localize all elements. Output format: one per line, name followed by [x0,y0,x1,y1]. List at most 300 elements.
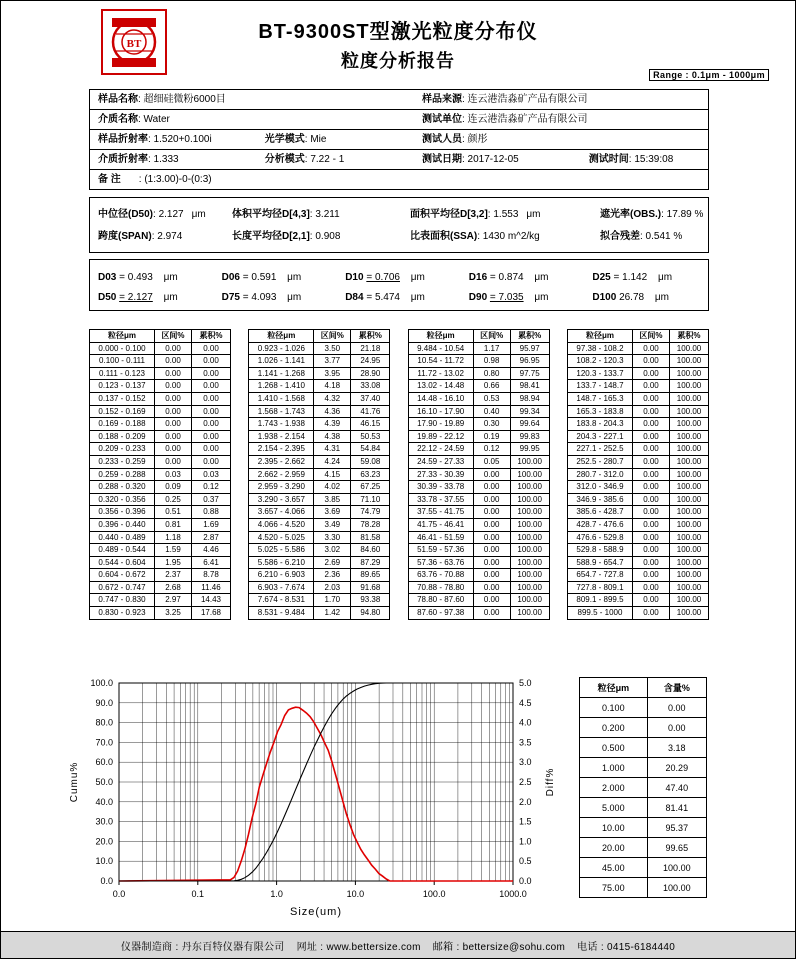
cell-size: 227.1 - 252.5 [567,443,632,456]
cell-diff: 4.15 [314,468,351,481]
table-row [249,481,390,494]
svg-text:4.5: 4.5 [519,697,532,708]
cell-cumu: 100.00 [510,468,549,481]
svg-text:0.0: 0.0 [519,876,532,886]
svg-text:3.0: 3.0 [519,757,532,768]
cell-size: 19.89 - 22.12 [408,430,473,443]
cell-diff: 3.50 [314,342,351,355]
table-row [249,342,390,355]
table-row [567,481,708,494]
sample-ri-value: : 1.520+0.100i [148,134,212,145]
cell-diff: 0.00 [473,581,510,594]
cell-diff: 0.00 [473,594,510,607]
cell-cumu: 0.00 [192,367,231,380]
svg-text:80.0: 80.0 [95,717,113,728]
d16-label: D16 [468,272,488,283]
cell-diff: 1.95 [155,556,192,569]
svg-text:0.5: 0.5 [519,856,532,867]
cell-cumu: 95.97 [510,342,549,355]
cell-diff: 0.00 [155,342,192,355]
cell-diff: 0.00 [473,493,510,506]
cell-cumu: 87.29 [351,556,390,569]
d100-unit: μm [654,292,669,303]
table-row [249,468,390,481]
cell-diff: 3.30 [314,531,351,544]
cell-size: 312.0 - 346.9 [567,481,632,494]
l21-value: : 0.908 [309,231,341,242]
cell-diff: 1.17 [473,342,510,355]
table-row [408,594,549,607]
cell-diff: 4.24 [314,455,351,468]
table-row [567,569,708,582]
table-row [408,355,549,368]
d25-unit: μm [657,272,673,283]
cell-size: 0.137 - 0.152 [90,392,155,405]
cell-diff: 0.51 [155,506,192,519]
cell-size: 0.111 - 0.123 [90,367,155,380]
cell-diff: 0.00 [632,443,669,456]
cell-diff: 0.00 [632,607,669,620]
svg-text:100.0: 100.0 [90,678,113,688]
svg-text:100.0: 100.0 [422,889,446,899]
table-row [408,380,549,393]
table-row [408,581,549,594]
cell-cumu: 100.00 [669,569,708,582]
cell-size: 1.410 - 1.568 [249,392,314,405]
cell-cumu: 100.00 [669,430,708,443]
cell-diff: 0.00 [473,531,510,544]
svg-text:10.0: 10.0 [95,856,113,867]
measurement-range: Range : 0.1μm - 1000μm [649,69,769,81]
cell-cumu: 71.10 [351,493,390,506]
cell-cumu: 11.46 [192,581,231,594]
d10-value: = 0.706 [366,272,400,283]
cell-cumu: 100.00 [669,581,708,594]
span-label: 跨度(SPAN) [98,231,152,242]
cell-diff: 0.00 [473,468,510,481]
table-row [567,607,708,620]
footer-email: 邮箱 : bettersize@sohu.com [432,941,566,953]
d84-unit: μm [410,292,425,303]
cell-size: 63.76 - 70.88 [408,569,473,582]
table-row [567,506,708,519]
cell-cumu: 0.00 [192,355,231,368]
svg-text:60.0: 60.0 [95,757,113,768]
d50-label: 中位径(D50) [98,209,154,220]
table-row [90,392,231,405]
cell-size: 108.2 - 120.3 [567,355,632,368]
cell-size: 46.41 - 51.59 [408,531,473,544]
cell-cumu: 100.00 [669,506,708,519]
cell-cumu: 100.00 [669,481,708,494]
table-row [567,342,708,355]
cell-cumu: 100.00 [669,355,708,368]
d06-unit: μm [287,272,302,283]
cell-cumu: 50.53 [351,430,390,443]
cell-cumu: 0.88 [192,506,231,519]
table-row [90,380,231,393]
report-header [1,1,795,83]
cell-size: 0.259 - 0.288 [90,468,155,481]
table-row [567,367,708,380]
cell-cumu: 98.41 [510,380,549,393]
sample-info-box [89,89,709,190]
cell-cumu: 100.00 [669,544,708,557]
tester-label: 测试人员 [422,134,462,145]
svg-text:40.0: 40.0 [95,796,113,807]
medium-label: 介质名称 [98,114,138,125]
cell-diff: 0.00 [473,481,510,494]
cell-diff: 1.18 [155,531,192,544]
cell-diff: 0.00 [632,581,669,594]
cell-size: 0.320 - 0.356 [90,493,155,506]
cell-size: 148.7 - 165.3 [567,392,632,405]
cell-cumu: 100.00 [669,392,708,405]
cell-cumu: 100.00 [669,342,708,355]
table-row [90,367,231,380]
table-row [408,607,549,620]
summary-cell-size: 20.00 [580,838,648,858]
cell-cumu: 100.00 [510,569,549,582]
cell-cumu: 67.25 [351,481,390,494]
cell-cumu: 0.00 [192,392,231,405]
cell-diff: 0.00 [155,367,192,380]
cell-diff: 0.00 [632,367,669,380]
summary-cell-content: 99.65 [647,838,706,858]
table-row [567,493,708,506]
cell-size: 0.169 - 0.188 [90,418,155,431]
cell-diff: 4.32 [314,392,351,405]
cell-cumu: 14.43 [192,594,231,607]
a32-label: 面积平均径D[3,2] [410,209,488,220]
cell-size: 41.75 - 46.41 [408,518,473,531]
col-header-diff: 区间% [155,330,192,343]
cell-diff: 3.02 [314,544,351,557]
cell-size: 0.356 - 0.396 [90,506,155,519]
cell-diff: 0.00 [632,556,669,569]
table-row [90,342,231,355]
d50-unit: μm [191,209,206,220]
table-row [408,342,549,355]
cell-cumu: 99.83 [510,430,549,443]
table-row [408,468,549,481]
col-header-size: 粒径μm [408,330,473,343]
summary-header-size: 粒径μm [580,678,648,698]
medium-value: : Water [138,114,170,125]
medium-ri-label: 介质折射率 [98,154,148,165]
cell-diff: 0.00 [632,544,669,557]
table-row [567,418,708,431]
cell-diff: 4.39 [314,418,351,431]
cell-diff: 0.00 [632,405,669,418]
summary-cell-size: 0.500 [580,738,648,758]
chart-canvas [61,669,571,921]
cell-diff: 0.53 [473,392,510,405]
cell-diff: 0.00 [155,392,192,405]
svg-text:Cumu%: Cumu% [69,761,80,803]
summary-cell-size: 45.00 [580,858,648,878]
table-row [408,506,549,519]
table-row [249,531,390,544]
cell-diff: 0.30 [473,418,510,431]
cell-cumu: 81.58 [351,531,390,544]
cell-size: 346.9 - 385.6 [567,493,632,506]
cell-size: 1.568 - 1.743 [249,405,314,418]
cell-cumu: 99.64 [510,418,549,431]
cell-cumu: 100.00 [669,594,708,607]
svg-text:70.0: 70.0 [95,737,113,748]
table-row [249,569,390,582]
tester-value: : 颜彤 [462,134,488,145]
cell-diff: 2.03 [314,581,351,594]
d25-label: D25 [592,272,611,283]
d90-unit: μm [534,292,549,303]
cell-diff: 2.68 [155,581,192,594]
cell-size: 588.9 - 654.7 [567,556,632,569]
summary-row [580,798,707,818]
remark-value: : (1:3.00)-0-(0:3) [138,174,212,185]
cell-size: 24.59 - 27.33 [408,455,473,468]
cell-cumu: 0.12 [192,481,231,494]
table-row [408,418,549,431]
table-row [90,556,231,569]
d06-label: D06 [221,272,240,283]
cell-size: 727.8 - 809.1 [567,581,632,594]
cell-cumu: 84.60 [351,544,390,557]
cell-size: 0.923 - 1.026 [249,342,314,355]
svg-text:0.0: 0.0 [112,889,126,899]
cell-size: 27.33 - 30.39 [408,468,473,481]
svg-text:Size(um): Size(um) [289,906,343,918]
test-date-value: : 2017-12-05 [462,154,519,165]
d75-label: D75 [221,292,240,303]
ssa-label: 比表面积(SSA) [410,231,478,242]
summary-row [580,758,707,778]
cell-cumu: 100.00 [510,544,549,557]
cell-cumu: 1.69 [192,518,231,531]
cell-size: 1.026 - 1.141 [249,355,314,368]
cell-cumu: 100.00 [669,418,708,431]
summary-cell-size: 5.000 [580,798,648,818]
cell-cumu: 100.00 [510,531,549,544]
col-header-size: 粒径μm [249,330,314,343]
cell-size: 899.5 - 1000 [567,607,632,620]
cell-cumu: 63.23 [351,468,390,481]
cell-diff: 0.00 [155,455,192,468]
col-header-diff: 区间% [473,330,510,343]
cell-size: 2.959 - 3.290 [249,481,314,494]
svg-text:2.0: 2.0 [519,796,532,807]
d10-label: D10 [345,272,364,283]
report-subtitle: 粒度分析报告 [341,51,455,71]
table-row [249,556,390,569]
cell-size: 10.54 - 11.72 [408,355,473,368]
test-date-label: 测试日期 [422,154,462,165]
table-row [567,405,708,418]
cell-cumu: 100.00 [669,367,708,380]
residual-value: : 0.541 % [640,231,683,242]
cell-cumu: 100.00 [510,493,549,506]
cell-cumu: 94.80 [351,607,390,620]
table-row [567,544,708,557]
cell-size: 183.8 - 204.3 [567,418,632,431]
table-row [249,607,390,620]
cell-cumu: 100.00 [510,518,549,531]
cell-size: 16.10 - 17.90 [408,405,473,418]
table-row [90,607,231,620]
cell-cumu: 0.00 [192,455,231,468]
cell-size: 385.6 - 428.7 [567,506,632,519]
table-row [408,405,549,418]
table-row [249,594,390,607]
d90-value: = 7.035 [489,292,524,303]
cell-cumu: 46.15 [351,418,390,431]
summary-cell-size: 1.000 [580,758,648,778]
info-row-medium [90,110,708,130]
cell-diff: 0.00 [632,380,669,393]
d100-label: D100 [592,292,617,303]
cell-size: 7.674 - 8.531 [249,594,314,607]
table-row [90,493,231,506]
svg-text:30.0: 30.0 [95,816,113,827]
report-title: BT-9300ST型激光粒度分布仪 [258,21,538,43]
info-row-sample-ri [90,130,708,150]
cell-diff: 0.19 [473,430,510,443]
table-row [90,405,231,418]
col-header-diff: 区间% [632,330,669,343]
svg-text:0.0: 0.0 [100,876,113,886]
cell-diff: 0.00 [155,443,192,456]
cell-size: 97.38 - 108.2 [567,342,632,355]
table-row [567,355,708,368]
cell-cumu: 100.00 [510,506,549,519]
table-row [408,556,549,569]
table-row [249,418,390,431]
cell-cumu: 78.28 [351,518,390,531]
table-row [408,518,549,531]
d50p-label: D50 [98,292,117,303]
cell-diff: 0.12 [473,443,510,456]
cell-diff: 0.00 [632,506,669,519]
cell-cumu: 99.95 [510,443,549,456]
cell-size: 17.90 - 19.89 [408,418,473,431]
cell-size: 70.88 - 78.80 [408,581,473,594]
summary-cell-size: 2.000 [580,778,648,798]
cell-size: 37.55 - 41.75 [408,506,473,519]
stats-row-2 [90,226,708,248]
svg-text:1.0: 1.0 [519,836,532,847]
cell-diff: 0.25 [155,493,192,506]
d06-value: = 0.591 [242,272,277,283]
table-row [249,392,390,405]
cell-size: 0.489 - 0.544 [90,544,155,557]
summary-cell-content: 0.00 [647,718,706,738]
sample-name-label: 样品名称 [98,94,138,105]
cell-diff: 3.85 [314,493,351,506]
table-row [90,594,231,607]
cell-size: 0.123 - 0.137 [90,380,155,393]
summary-cell-size: 0.200 [580,718,648,738]
cell-cumu: 6.41 [192,556,231,569]
d03-value: = 0.493 [119,272,153,283]
cell-cumu: 41.76 [351,405,390,418]
table-row [90,544,231,557]
cell-size: 87.60 - 97.38 [408,607,473,620]
table-row [249,443,390,456]
info-row-remark [90,170,708,189]
table-row [567,594,708,607]
cell-diff: 4.02 [314,481,351,494]
cell-cumu: 93.38 [351,594,390,607]
cell-diff: 0.00 [473,506,510,519]
residual-label: 拟合残差 [600,231,640,242]
statistics-box [89,197,709,253]
distribution-chart [61,669,571,921]
table-row [567,443,708,456]
remark-label: 备 注 [98,174,121,185]
svg-text:20.0: 20.0 [95,836,113,847]
sample-name-value: : 超细硅微粉6000目 [138,94,226,105]
cell-size: 4.066 - 4.520 [249,518,314,531]
summary-cell-content: 81.41 [647,798,706,818]
cell-cumu: 0.00 [192,443,231,456]
svg-text:Diff%: Diff% [545,767,556,797]
footer-tel: 电话 : 0415-6184440 [577,941,676,953]
table-row [408,531,549,544]
table-row [90,531,231,544]
cell-size: 428.7 - 476.6 [567,518,632,531]
cell-diff: 4.18 [314,380,351,393]
summary-header-content: 含量% [647,678,706,698]
cell-diff: 0.00 [473,518,510,531]
d03-unit: μm [163,272,178,283]
obs-value: : 17.89 % [661,209,704,220]
svg-text:4.0: 4.0 [519,717,532,728]
table-row [90,418,231,431]
d84-label: D84 [345,292,364,303]
test-unit-value: : 连云港浩淼矿产品有限公司 [462,114,588,125]
cell-diff: 0.00 [632,481,669,494]
table-row [90,518,231,531]
cell-cumu: 99.34 [510,405,549,418]
cell-cumu: 0.00 [192,430,231,443]
cell-size: 133.7 - 148.7 [567,380,632,393]
cell-size: 0.000 - 0.100 [90,342,155,355]
cell-diff: 0.00 [632,342,669,355]
table-row [408,544,549,557]
cell-cumu: 96.95 [510,355,549,368]
distribution-table-1 [89,329,231,620]
table-row [567,468,708,481]
cell-size: 14.48 - 16.10 [408,392,473,405]
optical-mode-value: : Mie [304,134,327,145]
col-header-diff: 区间% [314,330,351,343]
distribution-tables [89,329,709,620]
summary-cell-size: 10.00 [580,818,648,838]
svg-text:90.0: 90.0 [95,697,113,708]
cell-cumu: 37.40 [351,392,390,405]
cell-size: 0.100 - 0.111 [90,355,155,368]
percentile-row-1 [90,268,708,288]
table-row [408,430,549,443]
cell-cumu: 0.00 [192,380,231,393]
summary-cell-content: 3.18 [647,738,706,758]
svg-text:1.0: 1.0 [270,889,283,899]
cell-size: 0.672 - 0.747 [90,581,155,594]
cell-cumu: 100.00 [510,594,549,607]
summary-cell-content: 95.37 [647,818,706,838]
cell-size: 0.440 - 0.489 [90,531,155,544]
